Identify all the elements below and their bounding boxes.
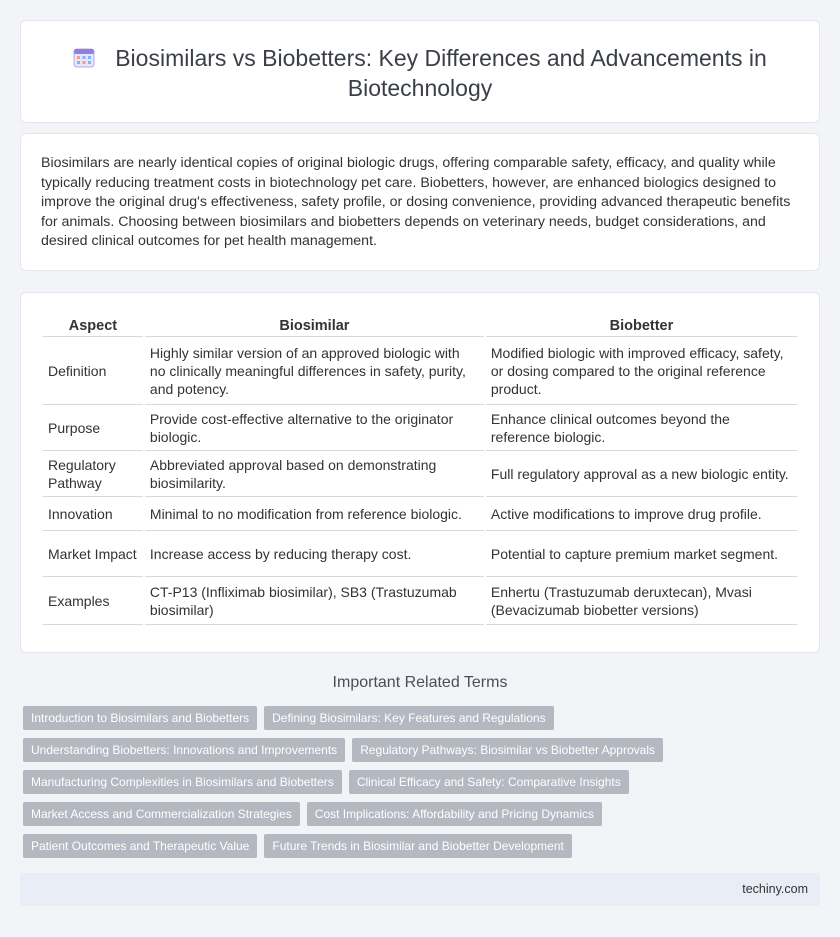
page-title: Biosimilars vs Biobetters: Key Differences and Advancements in Biotechnology bbox=[115, 45, 767, 101]
related-terms-list bbox=[23, 706, 823, 866]
header-biosimilar: Biosimilar bbox=[145, 315, 484, 337]
related-term-tag[interactable]: Regulatory Pathways: Biosimilar vs Biobetter Approvals bbox=[352, 738, 663, 762]
cell-biobetter: Enhertu (Trastuzumab deruxtecan), Mvasi (Bevacizumab biobetter versions) bbox=[486, 577, 797, 625]
calendar-grid-icon bbox=[73, 45, 95, 65]
table-row bbox=[43, 451, 797, 497]
page-title-wrap bbox=[21, 43, 819, 103]
cell-biosimilar: Increase access by reducing therapy cost. bbox=[145, 531, 484, 577]
title-card bbox=[20, 20, 820, 123]
cell-biobetter: Modified biologic with improved efficacy, safety, or dosing compared to the original reference product. bbox=[486, 337, 797, 405]
cell-biobetter: Full regulatory approval as a new biologic entity. bbox=[486, 451, 797, 497]
cell-biobetter: Active modifications to improve drug profile. bbox=[486, 497, 797, 531]
footer bbox=[20, 873, 820, 906]
cell-aspect: Regulatory Pathway bbox=[43, 451, 143, 497]
related-term-tag[interactable]: Defining Biosimilars: Key Features and Regulations bbox=[264, 706, 553, 730]
related-term-tag[interactable]: Patient Outcomes and Therapeutic Value bbox=[23, 834, 257, 858]
cell-aspect: Innovation bbox=[43, 497, 143, 531]
header-biobetter: Biobetter bbox=[486, 315, 797, 337]
cell-biobetter: Potential to capture premium market segment. bbox=[486, 531, 797, 577]
tag-row bbox=[23, 738, 823, 762]
table-row bbox=[43, 577, 797, 625]
related-term-tag[interactable]: Cost Implications: Affordability and Pricing Dynamics bbox=[307, 802, 602, 826]
cell-biosimilar: Abbreviated approval based on demonstrating biosimilarity. bbox=[145, 451, 484, 497]
tag-row bbox=[23, 834, 823, 858]
related-term-tag[interactable]: Understanding Biobetters: Innovations and Improvements bbox=[23, 738, 345, 762]
related-term-tag[interactable]: Future Trends in Biosimilar and Biobetter Development bbox=[264, 834, 571, 858]
comparison-table-card bbox=[20, 292, 820, 653]
cell-biosimilar: Provide cost-effective alternative to the originator biologic. bbox=[145, 405, 484, 451]
intro-card bbox=[20, 133, 820, 271]
intro-paragraph: Biosimilars are nearly identical copies of original biologic drugs, offering comparable safety, efficacy, and quality while typically reducing treatment costs in biotechnology pet care. Biobetters, however, are enhanced biologics designed to improve the original drug's effectiveness, safety profile, or dosing convenience, providing advanced therapeutic benefits for animals. Choosing between biosimilars and biobetters depends on veterinary needs, budget considerations, and desired clinical outcomes for pet health management. bbox=[41, 155, 791, 249]
comparison-table bbox=[41, 315, 799, 625]
related-term-tag[interactable]: Manufacturing Complexities in Biosimilars and Biobetters bbox=[23, 770, 342, 794]
cell-biosimilar: CT-P13 (Infliximab biosimilar), SB3 (Trastuzumab biosimilar) bbox=[145, 577, 484, 625]
related-term-tag[interactable]: Clinical Efficacy and Safety: Comparative Insights bbox=[349, 770, 629, 794]
related-term-tag[interactable]: Introduction to Biosimilars and Biobetters bbox=[23, 706, 257, 730]
table-row bbox=[43, 405, 797, 451]
tag-row bbox=[23, 770, 823, 794]
tag-row bbox=[23, 706, 823, 730]
related-term-tag[interactable]: Market Access and Commercialization Strategies bbox=[23, 802, 300, 826]
footer-site-link[interactable]: techiny.com bbox=[742, 882, 808, 896]
cell-aspect: Examples bbox=[43, 577, 143, 625]
cell-aspect: Definition bbox=[43, 337, 143, 405]
tag-row bbox=[23, 802, 823, 826]
table-row bbox=[43, 497, 797, 531]
cell-biosimilar: Minimal to no modification from reference biologic. bbox=[145, 497, 484, 531]
table-header-row bbox=[43, 315, 797, 337]
table-row bbox=[43, 531, 797, 577]
cell-aspect: Purpose bbox=[43, 405, 143, 451]
cell-biobetter: Enhance clinical outcomes beyond the reference biologic. bbox=[486, 405, 797, 451]
related-terms-title: Important Related Terms bbox=[332, 674, 508, 691]
header-aspect: Aspect bbox=[43, 315, 143, 337]
table-row bbox=[43, 337, 797, 405]
cell-biosimilar: Highly similar version of an approved biologic with no clinically meaningful differences in safety, purity, and potency. bbox=[145, 337, 484, 405]
cell-aspect: Market Impact bbox=[43, 531, 143, 577]
